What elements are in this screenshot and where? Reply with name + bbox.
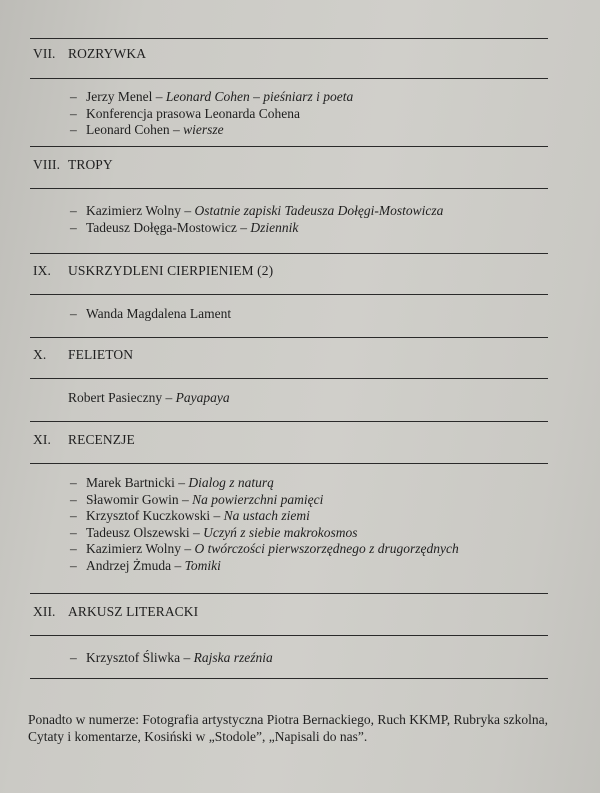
list-item: – Wanda Magdalena Lament: [70, 306, 232, 321]
footer-note: Ponadto w numerze: Fotografia artystyczna Piotra Bernackiego, Ruch KKMP, Rubryka szkolna, Cytaty i komentarze, Kosiński w „Stodole”, „Napisali do nas”.: [28, 712, 549, 744]
divider: [30, 294, 548, 295]
list-item: Robert Pasieczny – Payapaya: [68, 390, 230, 405]
divider: [30, 188, 548, 189]
divider: [30, 635, 548, 636]
section-title: FELIETON: [68, 347, 134, 362]
section-number: X.: [33, 347, 47, 362]
section-title: TROPY: [68, 157, 113, 172]
section-entries-vii: [70, 89, 353, 139]
section-entries-ix: [70, 306, 231, 323]
list-item: – Konferencja prasowa Leonarda Cohena: [70, 105, 301, 121]
list-item: – Krzysztof Śliwka – Rajska rzeźnia: [70, 650, 273, 665]
section-entries-viii: [70, 203, 443, 236]
section-heading-xi: [33, 432, 135, 448]
list-item: – Jerzy Menel – Leonard Cohen – pieśniarz i poeta: [70, 89, 354, 104]
section-number: XII.: [33, 604, 56, 619]
divider: [30, 678, 548, 679]
section-title: USKRZYDLENI CIERPIENIEM (2): [68, 263, 274, 278]
list-item: – Kazimierz Wolny – O twórczości pierwszorzędnego z drugorzędnych: [70, 541, 459, 556]
section-heading-x: [33, 347, 133, 363]
divider: [30, 337, 548, 338]
divider: [30, 378, 548, 379]
divider: [30, 253, 548, 254]
section-heading-xii: [33, 604, 198, 620]
list-item: – Marek Bartnicki – Dialog z naturą: [70, 475, 274, 490]
list-item: – Andrzej Żmuda – Tomiki: [70, 557, 221, 573]
divider: [30, 421, 548, 422]
section-heading-ix: [33, 263, 273, 279]
divider: [30, 78, 548, 79]
section-title: RECENZJE: [68, 432, 135, 447]
list-item: – Tadeusz Dołęga-Mostowicz – Dziennik: [70, 219, 299, 235]
list-item: – Kazimierz Wolny – Ostatnie zapiski Tadeusza Dołęgi-Mostowicza: [70, 203, 444, 218]
section-number: VIII.: [33, 157, 61, 172]
list-item: – Tadeusz Olszewski – Uczyń z siebie makrokosmos: [70, 524, 358, 540]
section-heading-viii: [33, 157, 113, 173]
section-title: ROZRYWKA: [68, 46, 147, 61]
section-number: VII.: [33, 46, 56, 61]
section-title: ARKUSZ LITERACKI: [68, 604, 199, 619]
divider: [30, 463, 548, 464]
divider: [30, 38, 548, 39]
list-item: – Sławomir Gowin – Na powierzchni pamięci: [70, 491, 324, 507]
list-item: – Krzysztof Kuczkowski – Na ustach ziemi: [70, 508, 310, 523]
divider: [30, 593, 548, 594]
section-number: XI.: [33, 432, 51, 447]
section-entries-xii: [70, 650, 273, 667]
section-heading-vii: [33, 46, 146, 62]
divider: [30, 146, 548, 147]
list-item: – Leonard Cohen – wiersze: [70, 122, 224, 137]
section-entries-xi: [70, 475, 459, 574]
section-number: IX.: [33, 263, 51, 278]
